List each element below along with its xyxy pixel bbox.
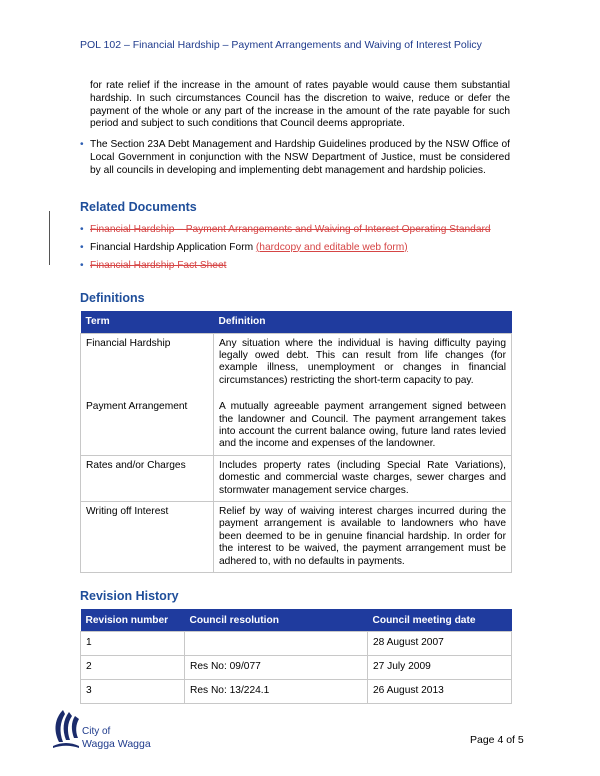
term-cell: Writing off Interest: [81, 502, 214, 573]
inserted-text: (hardcopy and editable web form): [255, 241, 408, 253]
bullet-icon: •: [80, 223, 84, 235]
table-row: [81, 632, 512, 656]
table-header-row: [81, 609, 512, 632]
meeting-date-cell: 28 August 2007: [368, 632, 512, 656]
intro-bullets: [80, 139, 510, 177]
term-cell: Financial Hardship: [81, 333, 214, 397]
column-header-council-resolution: Council resolution: [185, 609, 368, 632]
resolution-cell: [185, 632, 368, 656]
related-documents-heading: Related Documents: [80, 199, 197, 214]
column-header-definition: Definition: [214, 311, 512, 334]
definition-cell: Relief by way of waiving interest charges incurred during the payment arrangement is available to landowners who have been deemed to be in genuine financial hardship. In order for the interest to be waived, the payment arrangement must be adhered to, with no defaults in payments.: [214, 502, 512, 573]
revision-number-cell: 1: [81, 632, 185, 656]
deleted-item-operating-standard: Financial Hardship – Payment Arrangements and Waiving of Interest Operating Standard: [90, 223, 491, 235]
revision-history-table: [80, 609, 512, 704]
document-body: [80, 80, 510, 704]
bullet-text: The Section 23A Debt Management and Hardship Guidelines produced by the NSW Office of Local Government in conjunction with the NSW Department of Justice, must be considered by all councils in developing and implementing debt management and hardship policies.: [90, 139, 510, 176]
table-row: [81, 656, 512, 680]
page-number: Page 4 of 5: [470, 734, 524, 746]
list-item: [80, 139, 510, 177]
list-item: [80, 260, 510, 272]
definitions-section: [80, 291, 510, 574]
definition-cell: Includes property rates (including Special Rate Variations), domestic and commercial waste charges, sewer charges and stormwater management service charges.: [214, 455, 512, 501]
application-form-label: Financial Hardship Application Form: [90, 241, 256, 253]
revision-history-section: [80, 589, 510, 704]
list-item: [80, 224, 510, 236]
list-item: [80, 242, 510, 254]
definition-cell: Any situation where the individual is having difficulty paying legally owed debt. This can result from life changes (for example illness, unemployment or changes in financial circumstances) restricting the short-term capacity to pay.: [214, 333, 512, 397]
revision-number-cell: 3: [81, 680, 185, 704]
meeting-date-cell: 26 August 2013: [368, 680, 512, 704]
logo-city-of: City of: [82, 726, 111, 737]
revision-history-heading: Revision History: [80, 589, 179, 604]
bullet-icon: •: [80, 139, 84, 151]
column-header-term: Term: [81, 311, 214, 334]
definitions-table: [80, 311, 512, 574]
term-cell: Payment Arrangement: [81, 397, 214, 455]
table-header-row: [81, 311, 512, 334]
resolution-cell: Res No: 13/224.1: [185, 680, 368, 704]
table-row: [81, 333, 512, 397]
bullet-icon: •: [80, 241, 84, 253]
deleted-item-fact-sheet: Financial Hardship Fact Sheet: [90, 259, 227, 271]
definitions-heading: Definitions: [80, 290, 145, 305]
page-header: POL 102 – Financial Hardship – Payment Arrangements and Waiving of Interest Policy: [80, 39, 482, 51]
change-bar: [49, 211, 50, 265]
definition-cell: A mutually agreeable payment arrangement signed between the landowner and Council. The payment arrangement takes into account the current balance owing, future land rates levied and the income and expenses of the landowner.: [214, 397, 512, 455]
table-row: [81, 397, 512, 455]
revision-number-cell: 2: [81, 656, 185, 680]
related-documents-section: [80, 200, 510, 272]
bullet-icon: •: [80, 259, 84, 271]
meeting-date-cell: 27 July 2009: [368, 656, 512, 680]
related-documents-list: [80, 224, 510, 272]
logo-wagga-wagga: Wagga Wagga: [82, 738, 151, 750]
resolution-cell: Res No: 09/077: [185, 656, 368, 680]
column-header-revision-number: Revision number: [81, 609, 185, 632]
table-row: [81, 680, 512, 704]
column-header-meeting-date: Council meeting date: [368, 609, 512, 632]
intro-paragraph: for rate relief if the increase in the amount of rates payable would cause them substantial hardship. In such circumstances Council has the discretion to waive, reduce or defer the payment of the whole or any part of the increase in the amount of the rate payable for such period and subject to such conditions that Council deems appropriate.: [90, 80, 510, 130]
table-row: [81, 502, 512, 573]
table-row: [81, 455, 512, 501]
term-cell: Rates and/or Charges: [81, 455, 214, 501]
